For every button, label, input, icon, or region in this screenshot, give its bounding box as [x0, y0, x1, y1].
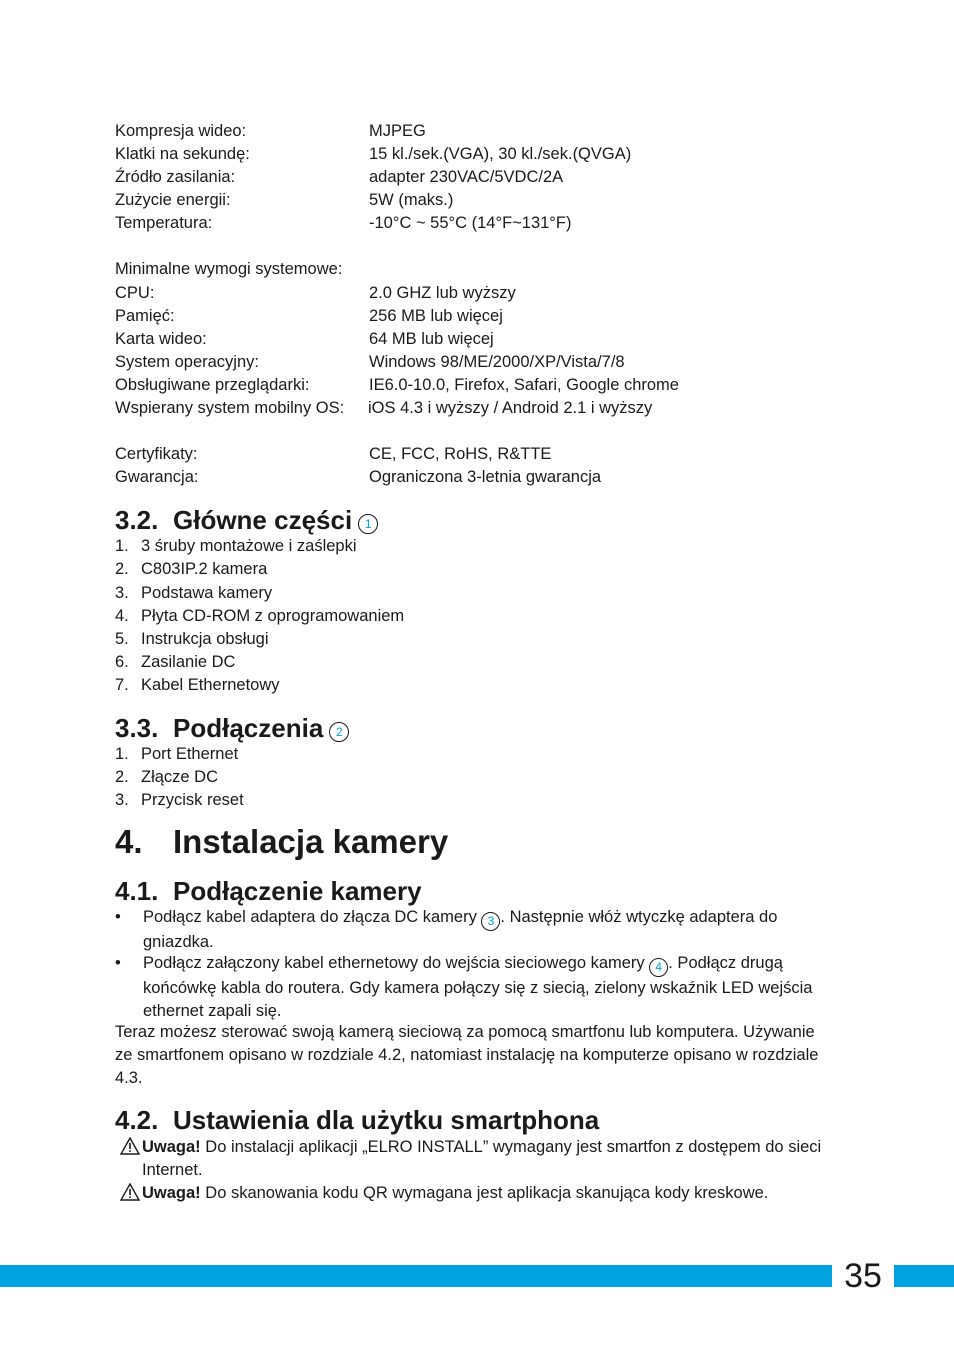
- bullet-icon: •: [115, 908, 121, 926]
- section-heading-4-2: [115, 1105, 599, 1135]
- requirement-value: 2.0 GHZ lub wyższy: [369, 284, 516, 302]
- warning-triangle-icon: [120, 1183, 140, 1201]
- chapter-title: Instalacja kamery: [173, 823, 449, 860]
- list-item: 3. Przycisk reset: [115, 791, 244, 809]
- spec-value: MJPEG: [369, 122, 426, 140]
- spec-row: [115, 143, 632, 166]
- list-item: 1. Port Ethernet: [115, 745, 239, 763]
- section-heading-3-3: [115, 713, 349, 743]
- cert-value: Ograniczona 3-letnia gwarancja: [369, 468, 602, 486]
- bullet-item: • Podłącz kabel adaptera do złącza DC kamery 3 . Następnie włóż wtyczkę adaptera do gniazdka.: [115, 908, 778, 951]
- bullet-icon: •: [115, 954, 121, 972]
- page-number: 35: [832, 1255, 894, 1297]
- spec-value: 5W (maks.): [369, 191, 454, 209]
- spec-row: [115, 189, 454, 212]
- requirement-label: Obsługiwane przeglądarki:: [115, 376, 310, 394]
- list-item: 1. 3 śruby montażowe i zaślepki: [115, 537, 357, 555]
- requirement-label: CPU:: [115, 284, 155, 302]
- list-item: 7. Kabel Ethernetowy: [115, 676, 280, 694]
- section-title: Podłączenia: [173, 713, 324, 743]
- warning-label: Uwaga!: [142, 1184, 201, 1202]
- section-heading-3-2: [115, 505, 378, 535]
- spec-value: 15 kl./sek.(VGA), 30 kl./sek.(QVGA): [369, 145, 632, 163]
- requirement-value: 256 MB lub więcej: [369, 307, 503, 325]
- spec-label: Klatki na sekundę:: [115, 145, 250, 163]
- body-paragraph: Teraz możesz sterować swoją kamerą sieciową za pomocą smartfonu lub komputera. Używanie ze smartfonem opisano w rozdziale 4.2, natomiast instalację na komputerze opisano w rozdziale 4.3.: [115, 1023, 819, 1087]
- warning-note: Uwaga! Do skanowania kodu QR wymagana jest aplikacja skanująca kody kreskowe.: [120, 1182, 840, 1205]
- requirement-label: Pamięć:: [115, 307, 175, 325]
- spec-label: Źródło zasilania:: [115, 168, 236, 186]
- cert-label: Gwarancja:: [115, 468, 199, 486]
- cert-value: CE, FCC, RoHS, R&TTE: [369, 445, 552, 463]
- requirement-row: [115, 282, 516, 305]
- list-item: 2. C803IP.2 kamera: [115, 560, 268, 578]
- section-title: Główne części: [173, 505, 353, 535]
- cert-label: Certyfikaty:: [115, 445, 198, 463]
- section-title: Ustawienia dla użytku smartphona: [173, 1105, 600, 1135]
- section-title: Podłączenie kamery: [173, 876, 422, 906]
- spec-row: [115, 120, 426, 143]
- requirement-row: [115, 397, 653, 420]
- requirement-row: [115, 305, 503, 328]
- requirement-row: [115, 328, 494, 351]
- spec-value: -10°C ~ 55°C (14°F~131°F): [369, 214, 572, 232]
- list-item: 5. Instrukcja obsługi: [115, 630, 269, 648]
- requirements-heading: Minimalne wymogi systemowe:: [115, 260, 343, 278]
- bullet-item: • Podłącz załączony kabel ethernetowy do wejścia sieciowego kamery 4 . Podłącz drugą końcówkę kabla do routera. Gdy kamera połączy się z siecią, zielony wskaźnik LED wejścia ethernet zapali się.: [115, 954, 813, 1020]
- warning-triangle-icon: [120, 1137, 140, 1155]
- section-heading-4-1: [115, 876, 422, 906]
- requirement-label: Wspierany system mobilny OS:: [115, 399, 345, 417]
- spec-row: [115, 212, 572, 235]
- section-number: 3.2.: [115, 505, 159, 535]
- list-item: 3. Podstawa kamery: [115, 584, 273, 602]
- requirement-value: iOS 4.3 i wyższy / Android 2.1 i wyższy: [368, 399, 653, 417]
- warning-note: Uwaga! Do instalacji aplikacji „ELRO INSTALL” wymagany jest smartfon z dostępem do sieci Internet.: [120, 1136, 840, 1182]
- requirement-value: Windows 98/ME/2000/XP/Vista/7/8: [369, 353, 625, 371]
- requirement-label: Karta wideo:: [115, 330, 207, 348]
- warning-label: Uwaga!: [142, 1138, 201, 1156]
- requirement-row: [115, 374, 679, 397]
- requirement-label: System operacyjny:: [115, 353, 259, 371]
- callout-marker: 4: [649, 958, 668, 977]
- chapter-heading-4: [115, 822, 448, 862]
- chapter-number: 4.: [115, 823, 143, 860]
- section-number: 4.1.: [115, 876, 159, 906]
- requirement-value: IE6.0-10.0, Firefox, Safari, Google chrome: [369, 376, 679, 394]
- spec-value: adapter 230VAC/5VDC/2A: [369, 168, 564, 186]
- cert-row: [115, 466, 602, 489]
- section-number: 4.2.: [115, 1105, 159, 1135]
- callout-marker: 1: [358, 514, 378, 534]
- callout-marker: 2: [329, 722, 349, 742]
- list-item: 4. Płyta CD-ROM z oprogramowaniem: [115, 607, 405, 625]
- requirement-value: 64 MB lub więcej: [369, 330, 494, 348]
- requirement-row: [115, 351, 625, 374]
- cert-row: [115, 443, 552, 466]
- section-number: 3.3.: [115, 713, 159, 743]
- footer-bar: [0, 1265, 954, 1287]
- spec-label: Zużycie energii:: [115, 191, 231, 209]
- spec-row: [115, 166, 564, 189]
- list-item: 6. Zasilanie DC: [115, 653, 236, 671]
- spec-label: Temperatura:: [115, 214, 213, 232]
- callout-marker: 3: [481, 912, 500, 931]
- spec-label: Kompresja wideo:: [115, 122, 247, 140]
- list-item: 2. Złącze DC: [115, 768, 219, 786]
